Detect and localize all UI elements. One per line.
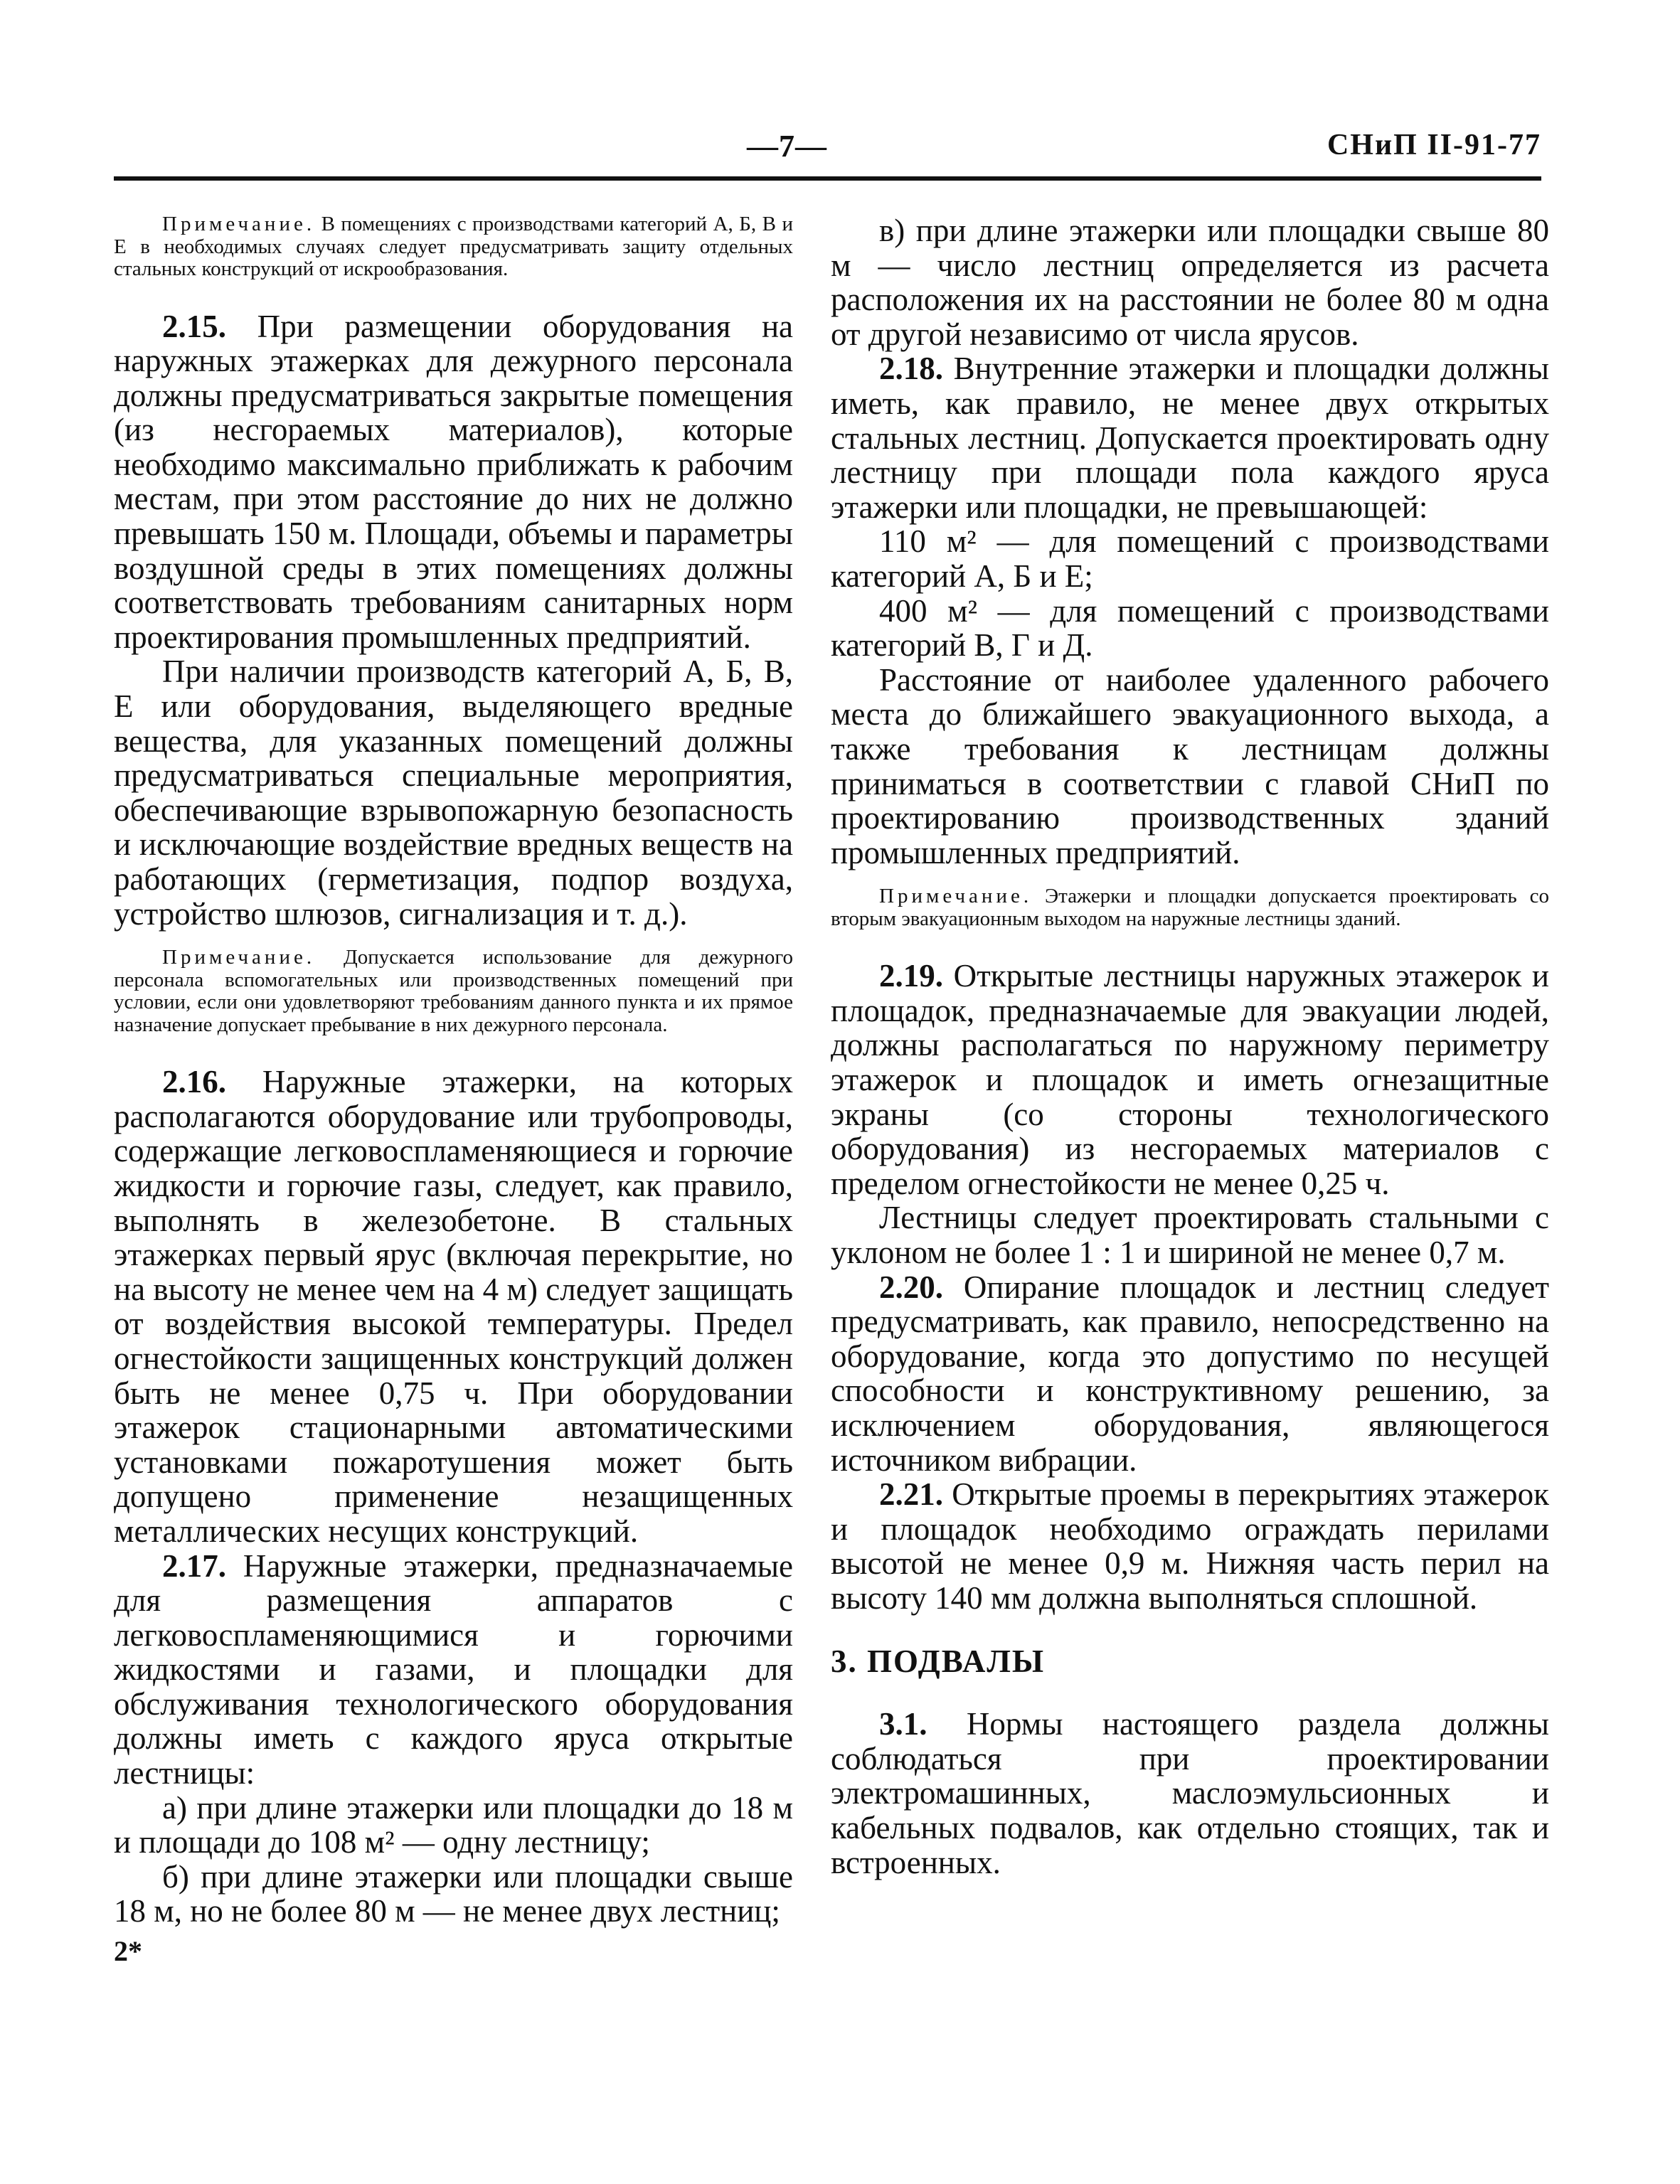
clause-2-16 (114, 1065, 793, 1548)
clause-text: Внутренние этажерки и площадки должны иметь, как правило, не менее двух открытых стальных лестниц. Допускается проектировать одну лестницу при площади пола каждого яруса этажерки или площадки, не превышающей: (831, 351, 1549, 525)
left-column (114, 213, 793, 1929)
clause-number: 2.17. (162, 1548, 226, 1584)
clause-2-19 (831, 959, 1549, 1200)
header-rule (114, 176, 1541, 181)
clause-3-1 (831, 1707, 1549, 1880)
page-number: —7— (747, 129, 827, 164)
note-paragraph (114, 947, 793, 1036)
note-label: Примечание. (162, 213, 316, 235)
sheet-mark: 2* (114, 1935, 142, 1967)
clause-text: Нормы настоящего раздела должны соблюдаться при проектировании электромашинных, маслоэмульсионных и кабельных подвалов, как отдельно стоящих, так и встроенных. (831, 1706, 1549, 1880)
note-label: Примечание. (162, 946, 316, 969)
clause-2-17-item-v: в) при длине этажерки или площадки свыше 80 м — число лестниц определяется из расчета расположения их на расстоянии не более 80 м одна от другой независимо от числа ярусов. (831, 213, 1549, 352)
clause-number: 2.20. (879, 1269, 943, 1305)
clause-number: 2.16. (162, 1064, 226, 1100)
clause-number: 2.19. (879, 958, 943, 994)
clause-2-17-item-a: а) при длине этажерки или площадки до 18 м и площади до 108 м² — одну лестницу; (114, 1789, 793, 1860)
note-text: Этажерки и площадки допускается проектировать со вторым эвакуационным выходом на наружные лестницы зданий. (831, 885, 1549, 930)
clause-number: 2.15. (162, 308, 226, 344)
clause-2-18 (831, 351, 1549, 524)
clause-number: 2.21. (879, 1476, 943, 1513)
clause-text: Наружные этажерки, на которых располагаются оборудование или трубопроводы, содержащие легковоспламеняющиеся и горючие жидкости и горючие газы, следует, как правило, выполнять в железобетоне. В стальных этажерках первый ярус (включая перекрытие, но на высоту не менее чем на 4 м) следует защищать от воздействия высокой температуры. Предел огнестойкости защищенных конструкций должен быть не менее 0,75 ч. При оборудовании этажерок стационарными автоматическими установками пожаротушения может быть допущено применение незащищенных металлических несущих конструкций. (114, 1064, 793, 1549)
clause-2-20 (831, 1270, 1549, 1478)
clause-number: 3.1. (879, 1706, 927, 1742)
clause-2-15 (114, 309, 793, 655)
clause-number: 2.18. (879, 351, 943, 387)
clause-text: Открытые лестницы наружных этажерок и площадок, предназначаемые для эвакуации людей, должны располагаться по наружному периметру этажерок и площадок и иметь огнезащитные экраны (со стороны технологического оборудования) из несгораемых материалов с пределом огнестойкости не менее 0,25 ч. (831, 958, 1550, 1201)
clause-text: Открытые проемы в перекрытиях этажерок и площадок необходимо ограждать перилами высотой не менее 0,9 м. Нижняя часть перил на высоту 140 мм должна выполняться сплошной. (831, 1476, 1550, 1616)
note-text: Допускается использование для дежурного персонала вспомогательных или производственных помещений при условии, если они удовлетворяют требованиям данного пункта и их прямое назначение допускает пребывание в них дежурного персонала. (114, 946, 793, 1036)
clause-text: Наружные этажерки, предназначаемые для размещения аппаратов с легковоспламеняющимися и горючими жидкостями и газами, и площадки для обслуживания технологического оборудования должны иметь с каждого яруса открытые лестницы: (114, 1548, 794, 1791)
right-column (831, 213, 1549, 1880)
clause-2-18-item-1: 110 м² — для помещений с производствами категорий А, Б и Е; (831, 523, 1549, 594)
clause-2-18-item-2: 400 м² — для помещений с производствами категорий В, Г и Д. (831, 592, 1549, 664)
clause-2-18-continued: Расстояние от наиболее удаленного рабочего места до ближайшего эвакуационного выхода, а также требования к лестницам должны приниматься в соответствии с главой СНиП по проектированию производственных зданий промышленных предприятий. (831, 661, 1549, 870)
note-label: Примечание. (879, 885, 1033, 908)
clause-2-17-item-b: б) при длине этажерки или площадки свыше 18 м, но не более 80 м — не менее двух лестниц; (114, 1858, 793, 1929)
clause-2-15-continued: При наличии производств категорий А, Б, В, Е или оборудования, выделяющего вредные вещества, для указанных помещений должны предусматриваться специальные мероприятия, обеспечивающие взрывопожарную безопасность и исключающие воздействие вредных веществ на работающих (герметизация, подпор воздуха, устройство шлюзов, сигнализация и т. д.). (114, 654, 793, 932)
clause-2-19-continued: Лестницы следует проектировать стальными с уклоном не более 1 : 1 и шириной не менее 0,7 м. (831, 1200, 1549, 1271)
clause-2-17 (114, 1549, 793, 1791)
clause-text: При размещении оборудования на наружных этажерках для дежурного персонала должны предусматриваться закрытые помещения (из несгораемых материалов), которые необходимо максимально приближать к рабочим местам, при этом расстояние до них не должно превышать 150 м. Площади, объемы и параметры воздушной среды в этих помещениях должны соответствовать требованиям санитарных норм проектирования промышленных предприятий. (114, 308, 794, 655)
note-paragraph (831, 885, 1549, 930)
note-paragraph (114, 213, 793, 281)
clause-text: Опирание площадок и лестниц следует предусматривать, как правило, непосредственно на оборудование, когда это допустимо по несущей способности и конструктивному решению, за исключением оборудования, являющегося источником вибрации. (831, 1269, 1549, 1478)
note-text: В помещениях с производствами категорий А, Б, В и Е в необходимых случаях следует предусматривать защиту отдельных стальных конструкций от искрообразования. (114, 213, 794, 280)
clause-2-21 (831, 1477, 1549, 1615)
section-title: 3. ПОДВАЛЫ (831, 1643, 1046, 1679)
document-code: СНиП II-91-77 (1327, 129, 1541, 161)
